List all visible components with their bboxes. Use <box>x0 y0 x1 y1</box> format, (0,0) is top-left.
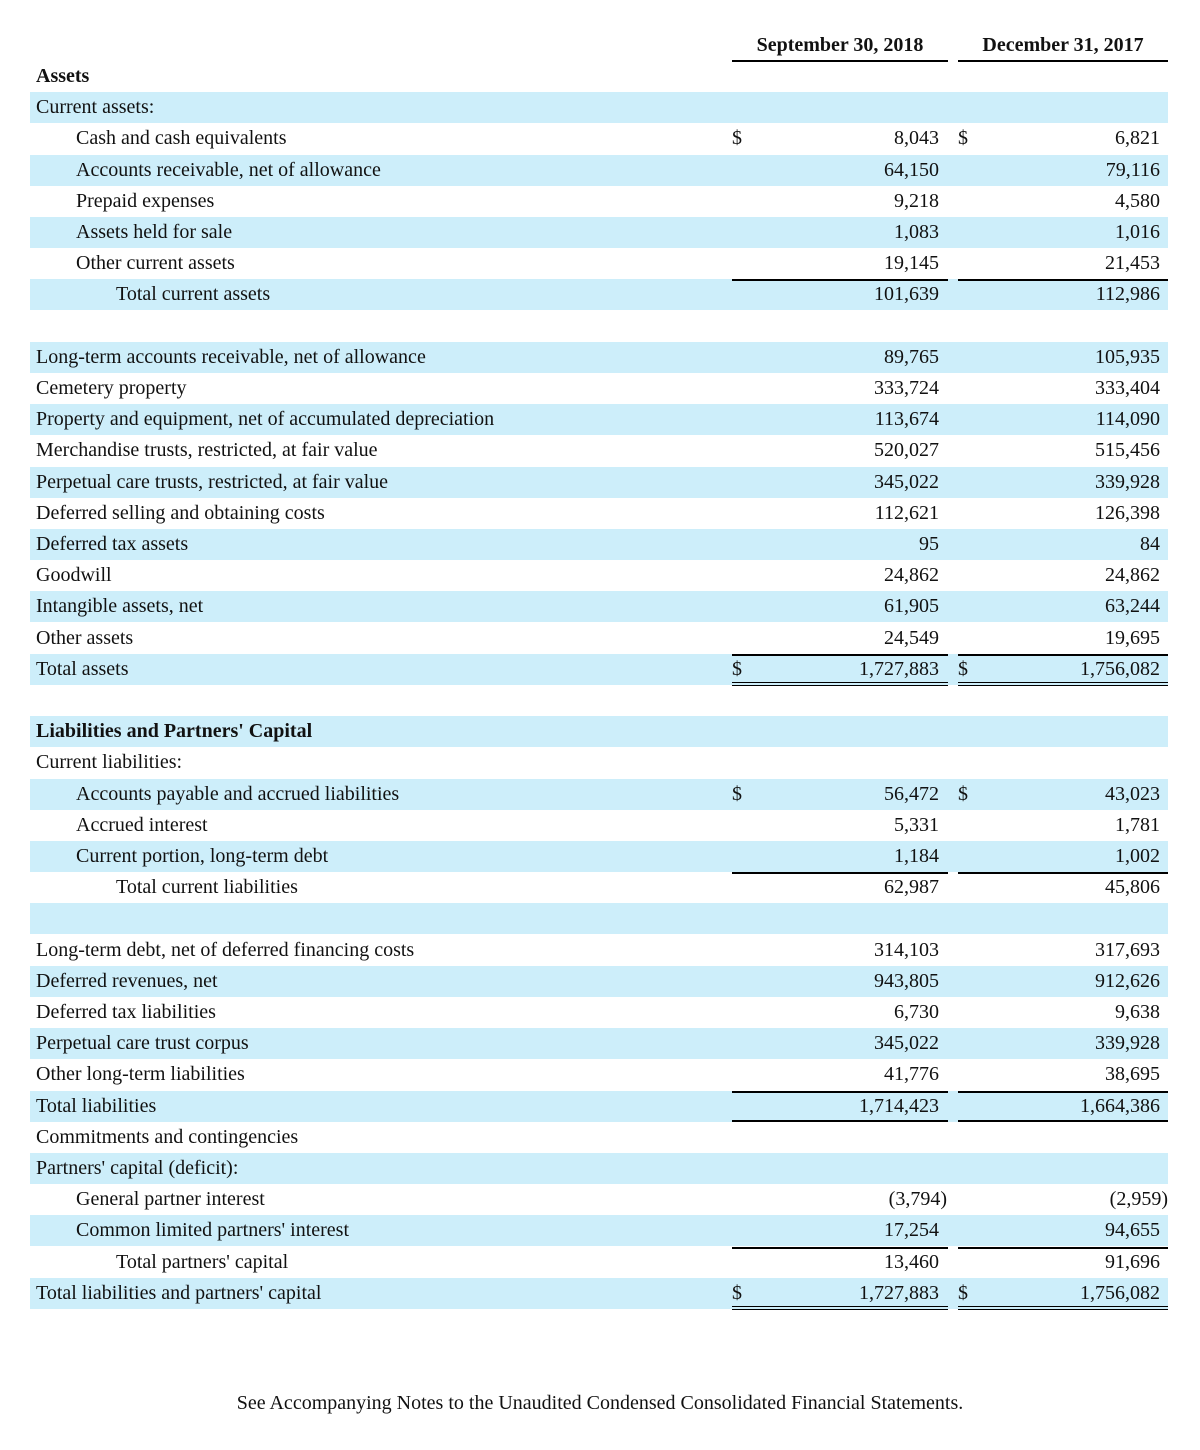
column-header-sep-2018: September 30, 2018 <box>732 30 948 62</box>
table-row <box>30 1278 1168 1309</box>
value-sep-2018: 62,987 <box>884 876 939 899</box>
table-row <box>30 903 1168 934</box>
table-row <box>30 560 1168 591</box>
row-label: Deferred revenues, net <box>36 969 218 992</box>
value-dec-2017: 43,023 <box>1105 782 1160 805</box>
value-dec-2017: 1,781 <box>1115 813 1160 836</box>
row-label: Total liabilities <box>36 1094 157 1117</box>
table-row <box>30 92 1168 123</box>
currency-symbol: $ <box>958 782 968 805</box>
value-sep-2018: 333,724 <box>874 377 939 399</box>
value-dec-2017: 9,638 <box>1115 1001 1160 1023</box>
row-label: Liabilities and Partners' Capital <box>36 720 313 743</box>
value-dec-2017: 515,456 <box>1095 439 1160 462</box>
value-sep-2018: 1,184 <box>894 845 939 867</box>
table-row <box>30 1091 1168 1122</box>
value-sep-2018: 9,218 <box>894 189 939 212</box>
value-dec-2017: 79,116 <box>1105 158 1160 181</box>
value-sep-2018: 345,022 <box>874 470 939 493</box>
table-row <box>30 685 1168 716</box>
row-label: Long-term accounts receivable, net of allowance <box>36 345 426 368</box>
currency-symbol: $ <box>732 657 742 680</box>
currency-symbol: $ <box>732 127 742 150</box>
value-sep-2018: 345,022 <box>874 1032 939 1055</box>
value-dec-2017: 6,821 <box>1115 127 1160 150</box>
value-dec-2017: 19,695 <box>1105 626 1160 649</box>
table-row <box>30 779 1168 810</box>
value-sep-2018: 61,905 <box>884 595 939 618</box>
table-row <box>30 1059 1168 1090</box>
row-label: Common limited partners' interest <box>76 1219 349 1242</box>
row-label: Goodwill <box>36 564 112 587</box>
table-row <box>30 623 1168 654</box>
row-label: Other long-term liabilities <box>36 1063 245 1086</box>
table-row <box>30 1153 1168 1184</box>
value-sep-2018: 1,714,423 <box>859 1094 939 1117</box>
row-label: Cash and cash equivalents <box>76 127 287 150</box>
table-row <box>30 841 1168 872</box>
value-dec-2017: (2,959) <box>1109 1188 1168 1211</box>
value-sep-2018: 5,331 <box>894 813 939 836</box>
table-row <box>30 810 1168 841</box>
table-row <box>30 1122 1168 1153</box>
table-row <box>30 155 1168 186</box>
currency-symbol: $ <box>958 127 968 150</box>
value-dec-2017: 24,862 <box>1105 564 1160 587</box>
row-label: Current assets: <box>36 96 155 119</box>
value-dec-2017: 912,626 <box>1095 969 1160 992</box>
column-header-dec-2017: December 31, 2017 <box>958 30 1168 62</box>
table-row <box>30 997 1168 1028</box>
row-label: Merchandise trusts, restricted, at fair value <box>36 439 378 462</box>
table-row <box>30 311 1168 342</box>
value-dec-2017: 94,655 <box>1105 1219 1160 1242</box>
value-sep-2018: 8,043 <box>894 127 939 150</box>
row-label: Total liabilities and partners' capital <box>36 1281 322 1304</box>
value-sep-2018: 24,549 <box>884 626 939 649</box>
value-dec-2017: 1,664,386 <box>1080 1094 1160 1117</box>
row-label: Accounts receivable, net of allowance <box>76 158 381 181</box>
row-label: Total current assets <box>116 283 271 306</box>
table-row <box>30 435 1168 466</box>
currency-symbol: $ <box>958 1281 968 1304</box>
value-dec-2017: 1,002 <box>1115 845 1160 867</box>
value-dec-2017: 317,693 <box>1095 938 1160 961</box>
row-label: Current portion, long-term debt <box>76 845 329 867</box>
value-dec-2017: 45,806 <box>1105 876 1160 899</box>
value-sep-2018: 13,460 <box>884 1250 939 1273</box>
value-sep-2018: 1,083 <box>894 221 939 243</box>
row-label: Total partners' capital <box>116 1250 289 1273</box>
value-sep-2018: 41,776 <box>884 1063 939 1086</box>
value-dec-2017: 63,244 <box>1105 595 1160 618</box>
value-dec-2017: 1,016 <box>1115 221 1160 243</box>
row-label: General partner interest <box>76 1188 265 1211</box>
value-sep-2018: 101,639 <box>874 283 939 306</box>
row-label: Other current assets <box>76 252 235 275</box>
value-dec-2017: 1,756,082 <box>1080 1281 1160 1304</box>
row-label: Deferred selling and obtaining costs <box>36 501 325 524</box>
currency-symbol: $ <box>732 1281 742 1304</box>
value-dec-2017: 84 <box>1140 533 1160 555</box>
value-sep-2018: 6,730 <box>894 1001 939 1023</box>
table-row <box>30 1247 1168 1278</box>
row-label: Other assets <box>36 626 134 649</box>
row-label: Total assets <box>36 657 129 680</box>
table-row <box>30 1215 1168 1246</box>
table-row <box>30 186 1168 217</box>
value-dec-2017: 112,986 <box>1095 283 1160 306</box>
value-sep-2018: 95 <box>919 533 939 555</box>
value-sep-2018: 520,027 <box>874 439 939 462</box>
value-dec-2017: 114,090 <box>1095 408 1160 431</box>
table-row <box>30 467 1168 498</box>
value-sep-2018: 64,150 <box>884 158 939 181</box>
currency-symbol: $ <box>732 782 742 805</box>
row-label: Deferred tax liabilities <box>36 1001 216 1023</box>
value-sep-2018: (3,794) <box>888 1188 947 1211</box>
table-row <box>30 404 1168 435</box>
row-label: Deferred tax assets <box>36 533 189 555</box>
table-row <box>30 591 1168 622</box>
row-label: Assets <box>36 65 90 87</box>
value-dec-2017: 126,398 <box>1095 501 1160 524</box>
row-label: Total current liabilities <box>116 876 298 899</box>
value-sep-2018: 113,674 <box>874 408 939 431</box>
value-sep-2018: 19,145 <box>884 252 939 275</box>
value-sep-2018: 1,727,883 <box>859 1281 939 1304</box>
row-label: Partners' capital (deficit): <box>36 1157 239 1179</box>
value-dec-2017: 21,453 <box>1105 252 1160 275</box>
row-label: Commitments and contingencies <box>36 1125 299 1148</box>
currency-symbol: $ <box>958 657 968 680</box>
row-label: Intangible assets, net <box>36 595 204 618</box>
table-row <box>30 872 1168 903</box>
value-sep-2018: 56,472 <box>884 782 939 805</box>
row-label: Prepaid expenses <box>76 189 215 212</box>
row-label: Accounts payable and accrued liabilities <box>76 782 400 805</box>
table-row <box>30 1184 1168 1215</box>
value-dec-2017: 105,935 <box>1095 345 1160 368</box>
value-sep-2018: 17,254 <box>884 1219 939 1242</box>
value-dec-2017: 38,695 <box>1105 1063 1160 1086</box>
row-label: Long-term debt, net of deferred financing costs <box>36 938 415 961</box>
row-label: Current liabilities: <box>36 751 183 774</box>
table-row <box>30 217 1168 248</box>
value-sep-2018: 112,621 <box>874 501 939 524</box>
value-dec-2017: 1,756,082 <box>1080 657 1160 680</box>
table-row <box>30 1028 1168 1059</box>
table-row <box>30 966 1168 997</box>
row-label: Perpetual care trusts, restricted, at fair value <box>36 470 389 493</box>
row-label: Perpetual care trust corpus <box>36 1032 249 1055</box>
row-label: Accrued interest <box>76 813 208 836</box>
table-row <box>30 747 1168 778</box>
value-dec-2017: 91,696 <box>1105 1250 1160 1273</box>
value-dec-2017: 4,580 <box>1115 189 1160 212</box>
table-row <box>30 123 1168 154</box>
value-sep-2018: 314,103 <box>874 938 939 961</box>
row-label: Cemetery property <box>36 377 187 399</box>
value-sep-2018: 89,765 <box>884 345 939 368</box>
row-label: Property and equipment, net of accumulated depreciation <box>36 408 495 431</box>
table-row <box>30 248 1168 279</box>
table-row <box>30 342 1168 373</box>
table-row <box>30 654 1168 685</box>
value-sep-2018: 943,805 <box>874 969 939 992</box>
value-dec-2017: 339,928 <box>1095 1032 1160 1055</box>
table-row <box>30 373 1168 404</box>
table-row <box>30 498 1168 529</box>
row-label: Assets held for sale <box>76 221 233 243</box>
table-row <box>30 529 1168 560</box>
table-row <box>30 935 1168 966</box>
table-row <box>30 716 1168 747</box>
value-dec-2017: 333,404 <box>1095 377 1160 399</box>
value-dec-2017: 339,928 <box>1095 470 1160 493</box>
footer-note: See Accompanying Notes to the Unaudited Condensed Consolidated Financial Statements. <box>236 1392 964 1414</box>
value-sep-2018: 1,727,883 <box>859 657 939 680</box>
table-row <box>30 279 1168 310</box>
table-row <box>30 61 1168 92</box>
value-sep-2018: 24,862 <box>884 564 939 587</box>
